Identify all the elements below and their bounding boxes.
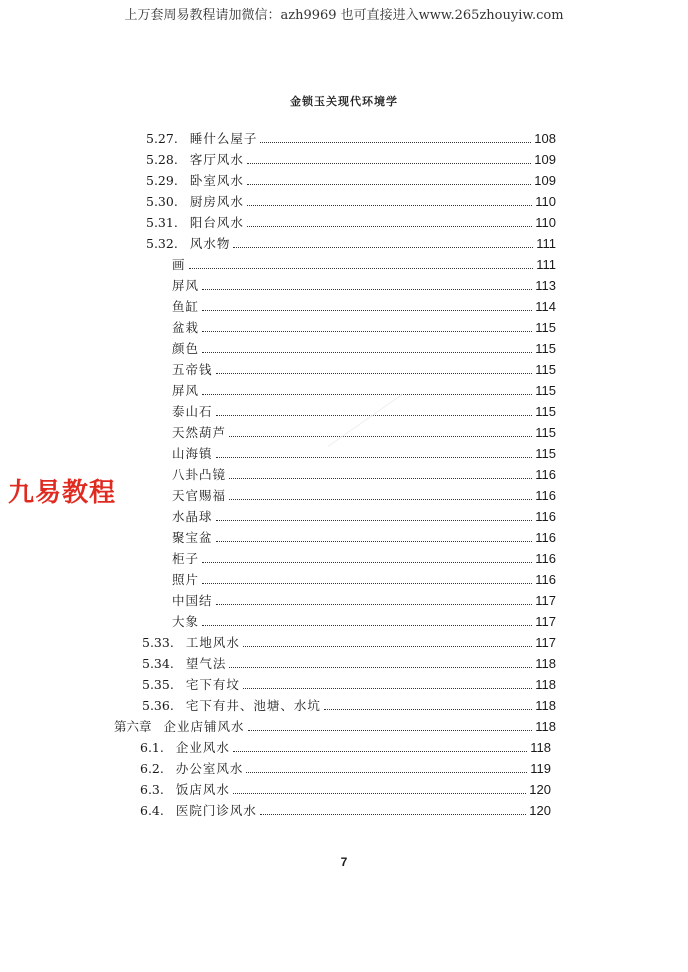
toc-page: 111	[536, 236, 556, 251]
dot-leader	[202, 625, 532, 626]
toc-subentry[interactable]	[172, 399, 556, 420]
toc-page: 118	[535, 719, 556, 734]
toc-number: 5.27.	[146, 131, 178, 146]
toc-page: 118	[535, 698, 556, 713]
toc-page: 115	[535, 425, 556, 440]
toc-title: 五帝钱	[172, 362, 213, 377]
toc-title: 水晶球	[172, 509, 213, 524]
toc-page: 115	[535, 320, 556, 335]
toc-title: 屏风	[172, 278, 200, 293]
dot-leader	[202, 562, 532, 563]
toc-title: 鱼缸	[172, 299, 200, 314]
toc-subentry[interactable]	[172, 357, 556, 378]
toc-number: 5.28.	[146, 152, 178, 167]
dot-leader	[189, 268, 534, 269]
toc-page: 116	[535, 509, 556, 524]
toc-subentry[interactable]	[172, 252, 556, 273]
dot-leader	[260, 814, 526, 815]
toc-page: 117	[535, 635, 556, 650]
dot-leader	[260, 142, 531, 143]
toc-entry-5-30[interactable]	[146, 189, 556, 210]
toc-entry-5-29[interactable]	[146, 168, 556, 189]
toc-title: 工地风水	[185, 635, 240, 650]
toc-title: 宅下有井、池塘、水坑	[185, 698, 321, 713]
toc-title: 八卦凸镜	[172, 467, 227, 482]
toc-subentry[interactable]	[172, 420, 556, 441]
dot-leader	[229, 478, 532, 479]
toc-subentry[interactable]	[172, 378, 556, 399]
page-number: 7	[340, 855, 348, 869]
toc-number: 第六章	[114, 719, 152, 734]
toc-title: 盆栽	[172, 320, 200, 335]
toc-subentry[interactable]	[172, 504, 556, 525]
toc-title: 企业店铺风水	[163, 719, 245, 734]
toc-title: 柜子	[172, 551, 200, 566]
toc-title: 望气法	[185, 656, 227, 671]
dot-leader	[202, 331, 532, 332]
toc-entry-5-27[interactable]	[146, 126, 556, 147]
header-banner: 上万套周易教程请加微信：azh9969 也可直接进入www.265zhouyiw.com	[124, 8, 564, 23]
toc-page: 114	[535, 299, 556, 314]
dot-leader	[202, 310, 532, 311]
toc-entry-5-34[interactable]	[142, 651, 556, 672]
toc-title: 大象	[172, 614, 200, 629]
toc-page: 118	[530, 740, 551, 755]
toc-number: 5.30.	[146, 194, 178, 209]
toc-page: 116	[535, 488, 556, 503]
toc-subentry[interactable]	[172, 462, 556, 483]
toc-page: 120	[529, 782, 551, 797]
toc-number: 5.29.	[146, 173, 178, 188]
dot-leader	[202, 352, 532, 353]
dot-leader	[233, 793, 526, 794]
toc-number: 6.1.	[140, 740, 164, 755]
dot-leader	[216, 520, 533, 521]
toc-entry-6-4[interactable]	[140, 798, 551, 819]
toc-page: 113	[535, 278, 556, 293]
toc-page: 109	[534, 152, 556, 167]
dot-leader	[229, 436, 532, 437]
toc-title: 企业风水	[175, 740, 230, 755]
toc-subentry[interactable]	[172, 588, 556, 609]
dot-leader	[202, 394, 532, 395]
toc-entry-5-33[interactable]	[142, 630, 556, 651]
toc-page: 115	[535, 383, 556, 398]
dot-leader	[243, 646, 532, 647]
toc-title: 颜色	[172, 341, 200, 356]
dot-leader	[247, 184, 531, 185]
toc-entry-5-32[interactable]	[146, 231, 556, 252]
toc-number: 6.3.	[140, 782, 164, 797]
toc-entry-5-36[interactable]	[142, 693, 556, 714]
toc-page: 116	[535, 572, 556, 587]
toc-page: 117	[535, 593, 556, 608]
toc-page: 116	[535, 467, 556, 482]
toc-page: 108	[534, 131, 556, 146]
toc-page: 115	[535, 404, 556, 419]
toc-page: 110	[535, 215, 556, 230]
toc-entry-5-28[interactable]	[146, 147, 556, 168]
dot-leader	[229, 499, 532, 500]
dot-leader	[246, 772, 527, 773]
toc-number: 6.2.	[140, 761, 164, 776]
dot-leader	[216, 457, 533, 458]
toc-title: 屏风	[172, 383, 200, 398]
toc-entry-5-35[interactable]	[142, 672, 556, 693]
toc-entry-6-3[interactable]	[140, 777, 551, 798]
toc-title: 风水物	[189, 236, 231, 251]
toc-page: 118	[535, 677, 556, 692]
dot-leader	[233, 247, 533, 248]
watermark-logo: 九易教程	[8, 478, 117, 508]
toc-page: 116	[535, 551, 556, 566]
toc-subentry[interactable]	[172, 525, 556, 546]
dot-leader	[202, 289, 532, 290]
toc-subentry[interactable]	[172, 441, 556, 462]
toc-title: 厨房风水	[189, 194, 244, 209]
toc-page: 115	[535, 446, 556, 461]
toc-page: 109	[534, 173, 556, 188]
dot-leader	[247, 226, 532, 227]
toc-title: 天然葫芦	[172, 425, 227, 440]
dot-leader	[216, 604, 533, 605]
dot-leader	[247, 205, 532, 206]
dot-leader	[216, 373, 533, 374]
toc-title: 医院门诊风水	[175, 803, 257, 818]
dot-leader	[202, 583, 532, 584]
dot-leader	[247, 163, 531, 164]
toc-title: 画	[172, 257, 186, 272]
toc-number: 5.33.	[142, 635, 174, 650]
toc-chapter-6[interactable]	[114, 714, 556, 735]
toc-title: 卧室风水	[189, 173, 244, 188]
running-title: 金锁玉关现代环境学	[290, 95, 398, 108]
toc-title: 饭店风水	[175, 782, 230, 797]
toc-page: 111	[536, 257, 556, 272]
toc-subentry[interactable]	[172, 273, 556, 294]
dot-leader	[216, 415, 533, 416]
toc-number: 5.36.	[142, 698, 174, 713]
dot-leader	[248, 730, 533, 731]
dot-leader	[233, 751, 527, 752]
toc-subentry[interactable]	[172, 294, 556, 315]
dot-leader	[216, 541, 533, 542]
dot-leader	[324, 709, 532, 710]
toc-subentry[interactable]	[172, 336, 556, 357]
toc-entry-6-2[interactable]	[140, 756, 551, 777]
toc-number: 6.4.	[140, 803, 164, 818]
toc-entry-6-1[interactable]	[140, 735, 551, 756]
toc-number: 5.35.	[142, 677, 174, 692]
toc-page: 118	[535, 656, 556, 671]
toc-subentry[interactable]	[172, 483, 556, 504]
toc-title: 天官赐福	[172, 488, 227, 503]
toc-title: 泰山石	[172, 404, 213, 419]
toc-title: 睡什么屋子	[189, 131, 258, 146]
toc-title: 照片	[172, 572, 200, 587]
toc-title: 聚宝盆	[172, 530, 213, 545]
dot-leader	[243, 688, 532, 689]
toc-page: 116	[535, 530, 556, 545]
toc-page: 119	[530, 761, 551, 776]
toc-title: 中国结	[172, 593, 213, 608]
toc-page: 115	[535, 341, 556, 356]
toc-title: 宅下有坟	[185, 677, 240, 692]
toc-subentry[interactable]	[172, 315, 556, 336]
toc-page: 110	[535, 194, 556, 209]
toc-subentry[interactable]	[172, 609, 556, 630]
toc-page: 115	[535, 362, 556, 377]
toc-subentry[interactable]	[172, 546, 556, 567]
toc-subentry[interactable]	[172, 567, 556, 588]
toc-title: 山海镇	[172, 446, 213, 461]
toc-page: 120	[529, 803, 551, 818]
toc-title: 办公室风水	[175, 761, 244, 776]
toc-title: 阳台风水	[189, 215, 244, 230]
toc-page: 117	[535, 614, 556, 629]
dot-leader	[229, 667, 532, 668]
toc-entry-5-31[interactable]	[146, 210, 556, 231]
toc-number: 5.34.	[142, 656, 174, 671]
toc-number: 5.32.	[146, 236, 178, 251]
toc-number: 5.31.	[146, 215, 178, 230]
toc-title: 客厅风水	[189, 152, 244, 167]
